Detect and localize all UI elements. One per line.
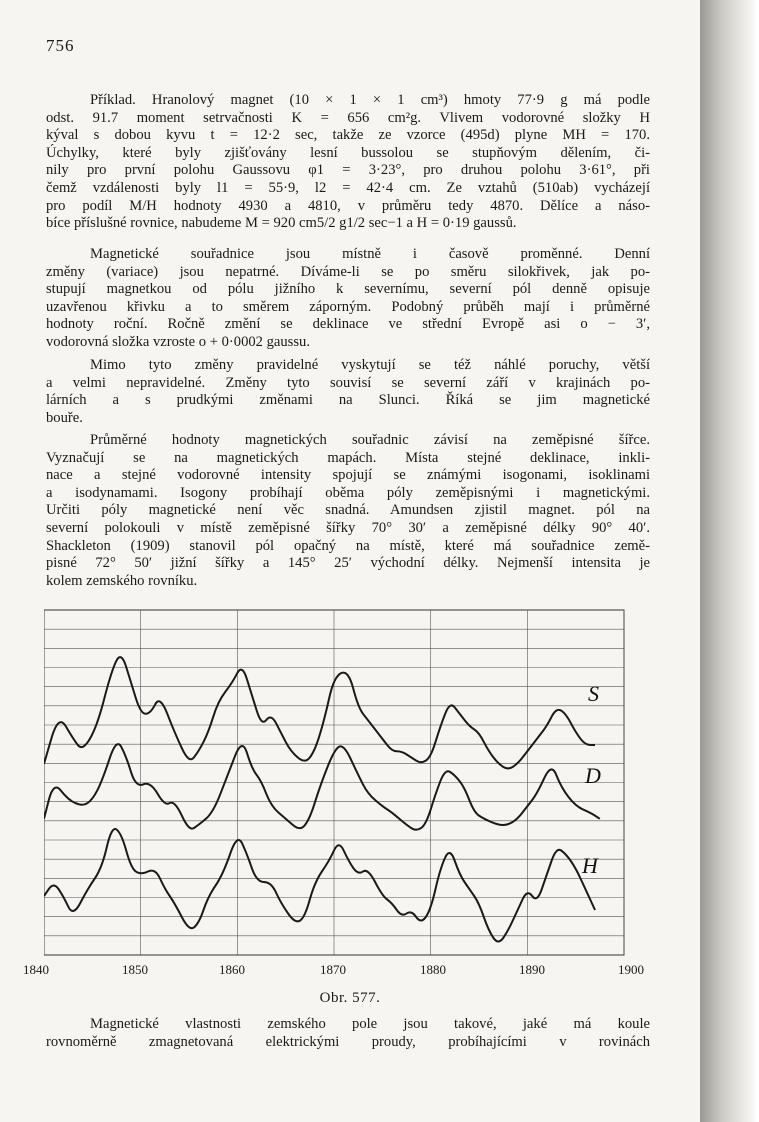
figure-577-chart: [44, 605, 648, 960]
book-gutter-edge: [700, 0, 759, 1122]
x-tick-label: 1870: [320, 962, 346, 977]
paragraph-magnetic-coordinates: [46, 246, 650, 352]
text-line: Průměrné hodnoty magnetických souřadnic závisí na zeměpisné šířce.: [90, 432, 650, 448]
paragraph-magnetic-maps: [46, 432, 650, 590]
x-axis-year-labels: [0, 962, 759, 982]
x-tick-label: 1900: [618, 962, 644, 977]
paragraph-example: [46, 92, 650, 233]
text-line: Určiti póly magnetické není věc snadná. Amundsen zjistil magnet. pól na: [46, 502, 650, 519]
text-line: Magnetické vlastnosti zemského pole jsou takové, jaké má koule: [90, 1016, 650, 1032]
text-line: nace a stejné vodorovné intensity spojují se známými isogonami, isoklinami: [46, 467, 650, 484]
text-line: nily pro první polohu Gaussovu φ1 = 3·23°, pro druhou polohu 3·61°, při: [46, 162, 650, 179]
page-number: 756: [46, 36, 75, 55]
text-line: stupují magnetkou od pólu jižního k severnímu, severní pól denně opisuje: [46, 281, 650, 298]
text-line: pro podíl M/H hodnoty 4930 a 4810, v průměru tedy 4870. Dělíce a náso-: [46, 197, 650, 214]
variation-chart-svg: [44, 605, 648, 960]
x-tick-label: 1880: [420, 962, 446, 977]
text-line: Magnetické souřadnice jsou místně i časově proměnné. Denní: [90, 246, 650, 262]
series-label-d: D: [585, 763, 601, 788]
text-line: kolem zemského rovníku.: [46, 572, 198, 589]
text-line: Vyznačují se na magnetických mapách. Místa stejné deklinace, inkli-: [46, 449, 650, 466]
figure-caption: Obr. 577.: [319, 990, 381, 1006]
text-line: bíce příslušné rovnice, nabudeme M = 920 cm5/2 g1/2 sec−1 a H = 0·19 gaussů.: [46, 215, 517, 232]
text-line: odst. 91.7 moment setrvačnosti K = 656 cm²g. Vlivem vodorovné složky H: [46, 109, 650, 126]
x-tick-label: 1860: [219, 962, 245, 977]
x-tick-label: 1850: [122, 962, 148, 977]
text-line: a velmi nepravidelné. Změny tyto souvisí se severní září v krajinách po-: [46, 374, 650, 391]
x-tick-label: 1840: [23, 962, 49, 977]
text-line: Mimo tyto změny pravidelné vyskytují se též náhlé poruchy, větší: [90, 357, 650, 373]
paragraph-magnetic-storms: [46, 357, 650, 427]
text-line: rovnoměrně zmagnetovaná elektrickými proudy, probíhajícími v rovinách: [46, 1033, 650, 1050]
series-line-h: [44, 829, 595, 942]
text-line: uzavřenou křivku a to směrem záporným. Podobný průběh mají i průměrné: [46, 298, 650, 315]
series-line-s: [44, 657, 595, 768]
x-tick-label: 1890: [519, 962, 545, 977]
series-label-s: S: [588, 681, 599, 706]
text-line: bouře.: [46, 409, 83, 426]
text-line: kýval s dobou kyvu t = 12·2 sec, takže ze vzorce (495d) plyne MH = 170.: [46, 127, 650, 144]
text-line: Příklad. Hranolový magnet (10 × 1 × 1 cm³) hmoty 77·9 g má podle: [90, 92, 650, 108]
series-line-d: [44, 744, 600, 830]
text-line: pisné 72° 50′ jižní šířky a 145° 25′ východní délky. Nejmenší intensita je: [46, 555, 650, 572]
text-line: Úchylky, které byly zjišťovány lesní bussolou se stupňovým dělením, či-: [46, 144, 650, 161]
text-line: čemž vzdálenosti byly l1 = 55·9, l2 = 42·4 cm. Ze vztahů (510ab) vycházejí: [46, 179, 650, 196]
text-line: a isodynamami. Isogony probíhají oběma póly zeměpisnými i magnetickými.: [46, 484, 650, 501]
text-line: hodnoty roční. Ročně změní se deklinace ve střední Evropě asi o − 3′,: [46, 316, 650, 333]
text-line: Shackleton (1909) stanovil pól opačný na místě, které má souřadnice země-: [46, 537, 650, 554]
series-label-h: H: [582, 853, 598, 878]
text-line: změny (variace) jsou nepatrné. Díváme-li se po směru silokřivek, jak po-: [46, 263, 650, 280]
paragraph-earth-field: [46, 1016, 650, 1051]
text-line: severní polokouli v místě zeměpisné šířky 70° 30′ a zeměpisné délky 90° 40′.: [46, 519, 650, 536]
text-line: lárních a s prudkými změnami na Slunci. Říká se jim magnetické: [46, 392, 650, 409]
text-line: vodorovná složka vzroste o + 0·0002 gaussu.: [46, 333, 310, 350]
